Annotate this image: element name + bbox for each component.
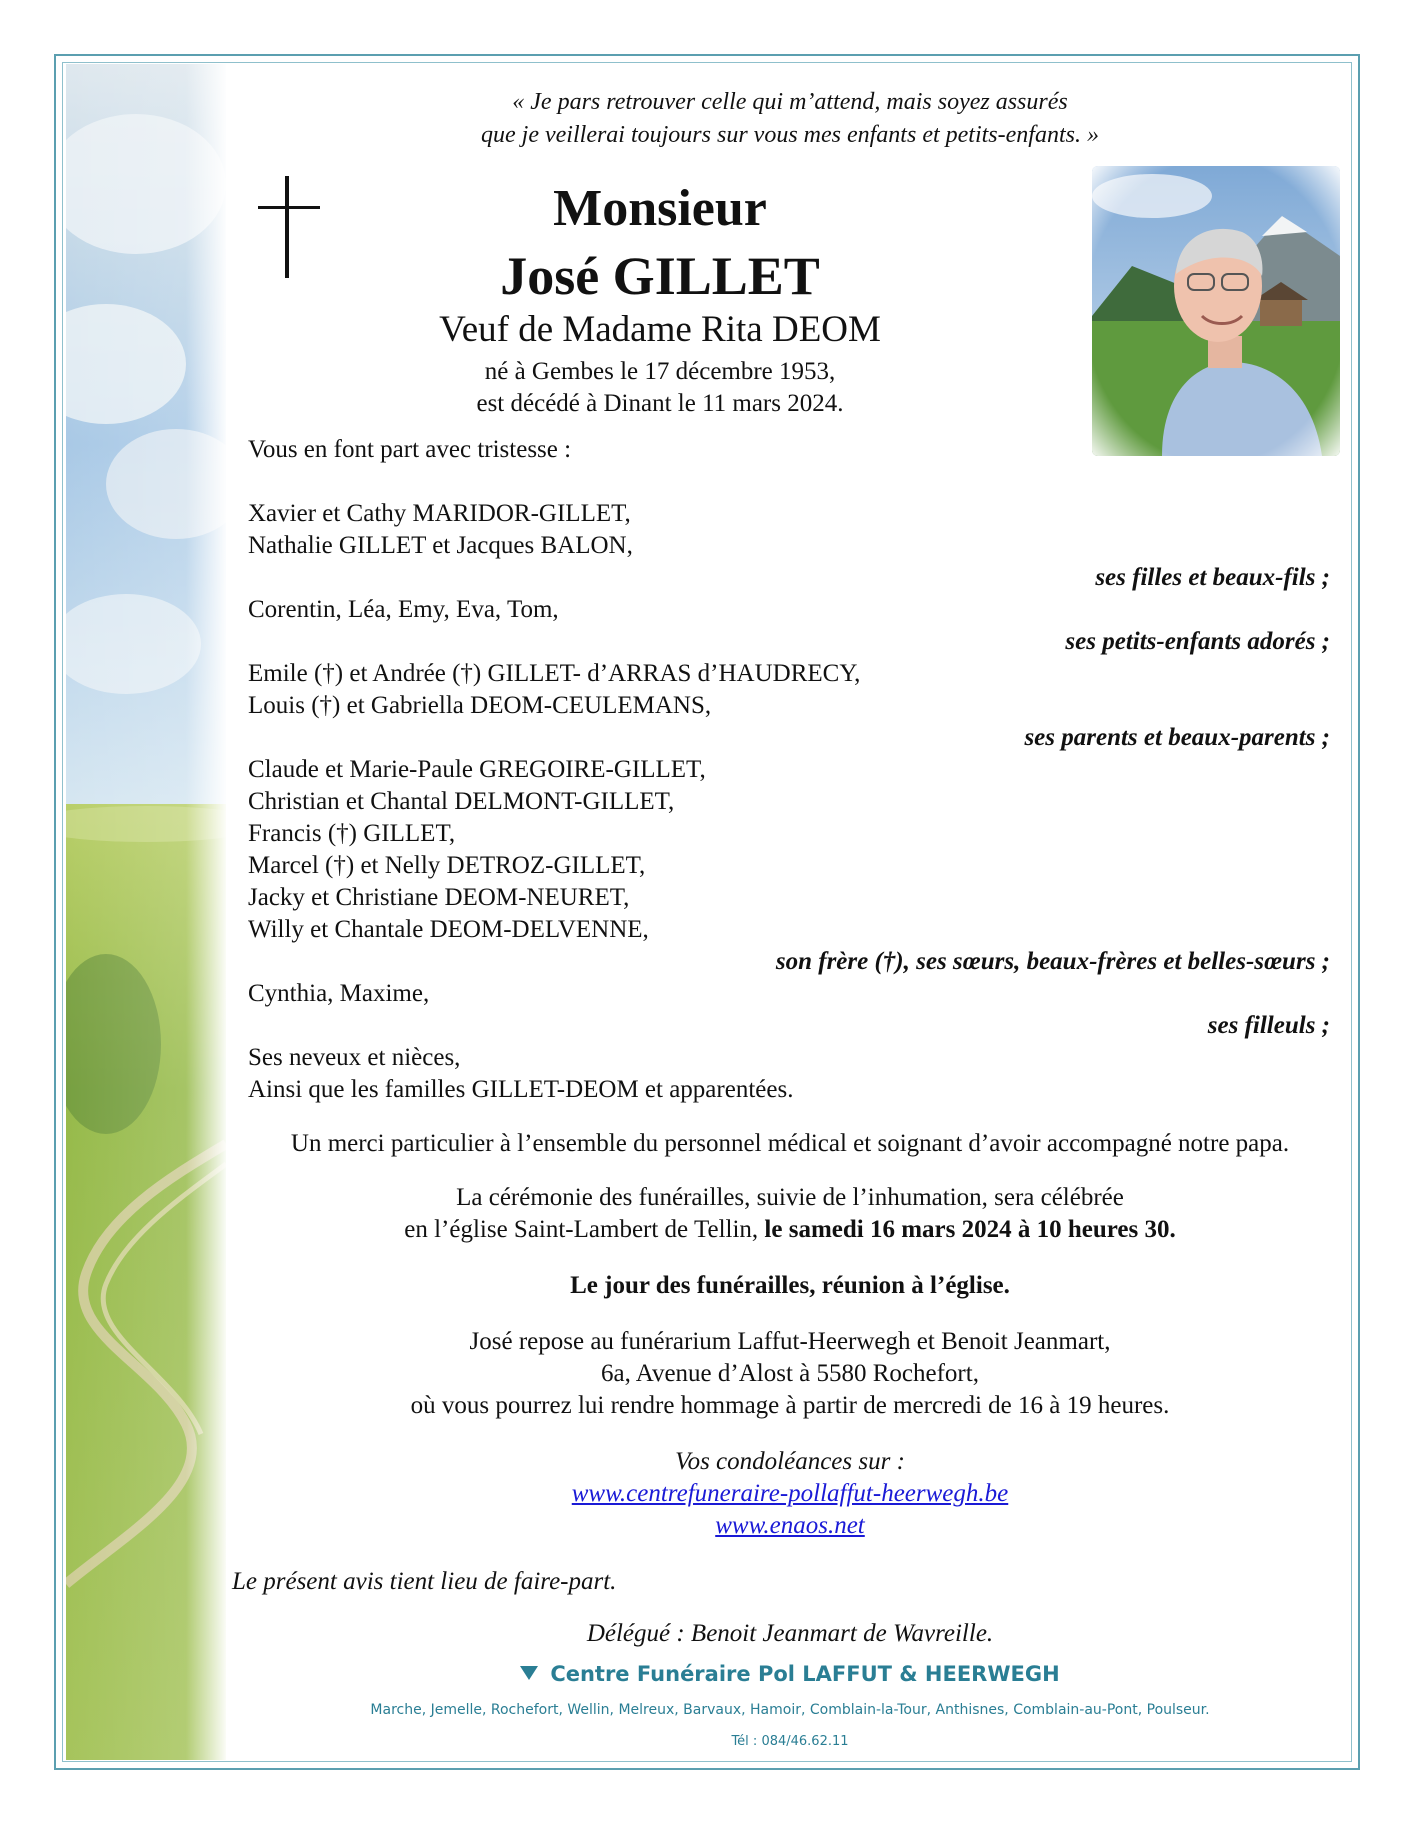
- landscape-image: [66, 64, 226, 1760]
- quote-line-1: « Je pars retrouver celle qui m’attend, mais soyez assurés: [512, 89, 1068, 115]
- family-name-line: Emile (†) et Andrée (†) GILLET- d’ARRAS d’HAUDRECY,: [248, 660, 861, 687]
- honorific: Monsieur: [553, 180, 767, 237]
- family-name-line: Xavier et Cathy MARIDOR-GILLET,: [248, 500, 631, 527]
- telephone: Tél : 084/46.62.11: [731, 1734, 849, 1749]
- company-label: Centre Funéraire Pol LAFFUT & HEERWEGH: [550, 1662, 1060, 1686]
- town-list: Marche, Jemelle, Rochefort, Wellin, Melreux, Barvaux, Hamoir, Comblain-la-Tour, Anthisnes, Comblain-au-Pont, Poulseur.: [370, 1702, 1210, 1718]
- relation-label: ses parents et beaux-parents ;: [1024, 724, 1330, 751]
- family-name-line: Francis (†) GILLET,: [248, 820, 456, 847]
- ceremony-line-2: [230, 1214, 1350, 1246]
- condolences-link-2[interactable]: www.enaos.net: [715, 1512, 865, 1539]
- family-name-line: Louis (†) et Gabriella DEOM-CEULEMANS,: [248, 692, 712, 719]
- intro-text: Vous en font part avec tristesse :: [248, 436, 572, 463]
- family-name-line: Corentin, Léa, Emy, Eva, Tom,: [248, 596, 559, 623]
- relation-label: ses filles et beaux-fils ;: [1095, 564, 1330, 591]
- quote-line-2: que je veillerai toujours sur vous mes enfants et petits-enfants. »: [481, 122, 1099, 148]
- relation-label: ses petits-enfants adorés ;: [1065, 628, 1330, 655]
- meeting-notice: Le jour des funérailles, réunion à l’église.: [570, 1272, 1010, 1299]
- death-line: est décédé à Dinant le 11 mars 2024.: [476, 390, 844, 417]
- birth-death-dates: [300, 356, 1020, 420]
- condolences-block: [230, 1446, 1350, 1542]
- ceremony-paragraph: [230, 1182, 1350, 1246]
- family-name-line: Claude et Marie-Paule GREGOIRE-GILLET,: [248, 756, 706, 783]
- widower-line: Veuf de Madame Rita DEOM: [439, 309, 881, 350]
- delegate-text: Délégué : Benoit Jeanmart de Wavreille.: [586, 1620, 994, 1647]
- company-name: [300, 1660, 1280, 1688]
- portrait-photo: [1092, 166, 1340, 456]
- family-name-line: Marcel (†) et Nelly DETROZ-GILLET,: [248, 852, 646, 879]
- family-name-line: Willy et Chantale DEOM-DELVENNE,: [248, 916, 649, 943]
- notice-text: Le présent avis tient lieu de faire-part.: [232, 1568, 617, 1595]
- ceremony-line-1: La cérémonie des funérailles, suivie de l’inhumation, sera célébrée: [456, 1184, 1124, 1211]
- relation-label: ses filleuls ;: [1207, 1012, 1330, 1039]
- repose-paragraph: [230, 1326, 1350, 1422]
- family-name-line: Nathalie GILLET et Jacques BALON,: [248, 532, 633, 559]
- ceremony-datetime: le samedi 16 mars 2024 à 10 heures 30.: [764, 1216, 1176, 1243]
- ceremony-place: en l’église Saint-Lambert de Tellin,: [404, 1216, 765, 1243]
- deceased-name: José GILLET: [500, 246, 820, 306]
- triangle-down-icon: [520, 1666, 538, 1680]
- repose-line-2: 6a, Avenue d’Alost à 5580 Rochefort,: [601, 1360, 979, 1387]
- condolences-label: Vos condoléances sur :: [675, 1448, 905, 1475]
- family-name-line: Cynthia, Maxime,: [248, 980, 430, 1007]
- family-name-line: Jacky et Christiane DEOM-NEURET,: [248, 884, 630, 911]
- thanks-paragraph: Un merci particulier à l’ensemble du personnel médical et soignant d’avoir accompagné notre papa.: [290, 1130, 1290, 1157]
- opening-quote: [300, 86, 1280, 152]
- repose-line-1: José repose au funérarium Laffut-Heerwegh et Benoit Jeanmart,: [469, 1328, 1111, 1355]
- relation-label: son frère (†), ses sœurs, beaux-frères et belles-sœurs ;: [775, 948, 1330, 975]
- family-name-line: Christian et Chantal DELMONT-GILLET,: [248, 788, 675, 815]
- family-name-line: Ses neveux et nièces,: [248, 1044, 461, 1071]
- repose-line-3: où vous pourrez lui rendre hommage à partir de mercredi de 16 à 19 heures.: [410, 1392, 1170, 1419]
- condolences-link-1[interactable]: www.centrefuneraire-pollaffut-heerwegh.be: [571, 1480, 1009, 1507]
- birth-line: né à Gembes le 17 décembre 1953,: [484, 358, 836, 385]
- family-name-line: Ainsi que les familles GILLET-DEOM et apparentées.: [248, 1076, 794, 1103]
